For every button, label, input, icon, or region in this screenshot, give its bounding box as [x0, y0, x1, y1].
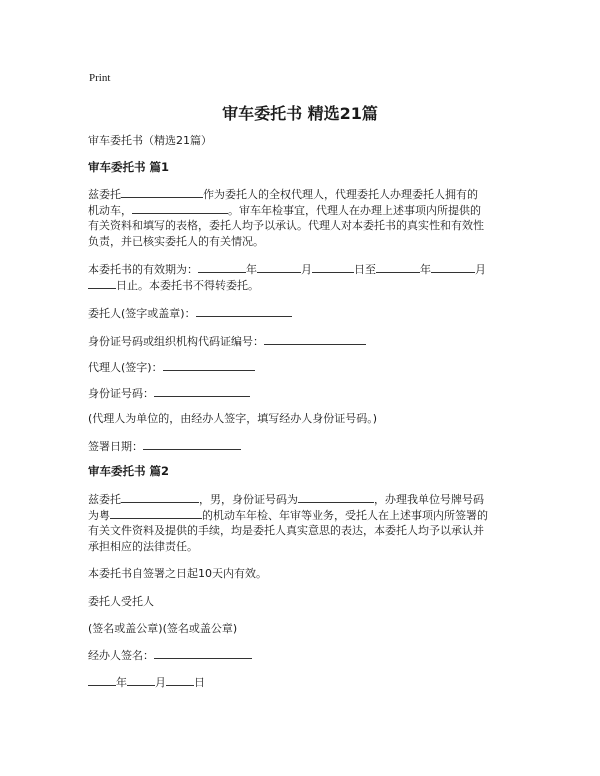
end-month-blank[interactable] [431, 261, 475, 273]
end-day-blank[interactable] [88, 277, 116, 289]
start-day-blank[interactable] [312, 261, 354, 273]
handler-sign-line: 经办人签名： [88, 647, 252, 663]
s2-para-line-3: 有关文件资料及提供的手续，均是委托人真实意思的表达，本委托人均予以承认并 [88, 524, 484, 537]
s1-para-line-3: 有关资料和填写的表格，委托人均予以承认。代理人对本委托书的真实性和有效性 [88, 219, 484, 232]
section-2-heading: 审车委托书 篇2 [88, 464, 170, 478]
agent-name-blank[interactable] [121, 186, 203, 198]
id-number-blank[interactable] [154, 385, 250, 397]
validity-line-2: 日止。本委托书不得转委托。 [88, 277, 259, 293]
s2-para-line-1: 兹委托 ，男，身份证号码为 ，办理我单位号牌号码 [88, 493, 484, 506]
plate-number-blank[interactable] [110, 507, 202, 519]
vehicle-blank[interactable] [132, 202, 228, 214]
s1-para-line-4: 负责，并已核实委托人的有关情况。 [88, 235, 264, 248]
validity-line-1: 本委托书的有效期为： 年 月 日至 年 月 [88, 263, 486, 276]
end-year-blank[interactable] [376, 261, 420, 273]
start-year-blank[interactable] [198, 261, 246, 273]
s2-para-line-2: 为粤 的机动车年检、年审等业务，受托人在上述事项内所签署的 [88, 509, 488, 522]
trustee-name-blank[interactable] [121, 491, 199, 503]
agent-sign-line: 代理人(签字)： [88, 359, 255, 375]
id-org-line: 身份证号码或组织机构代码证编号： [88, 333, 366, 349]
s2-validity: 本委托书自签署之日起10天内有效。 [88, 567, 267, 580]
s1-para-line-2: 机动车， 。审车年检事宜，代理人在办理上述事项内所提供的 [88, 204, 481, 217]
s2-para-line-4: 承担相应的法律责任。 [88, 540, 198, 553]
principal-sign-blank[interactable] [196, 305, 292, 317]
s1-para-line-1: 兹委托 作为委托人的全权代理人，代理委托人办理委托人拥有的 [88, 188, 478, 201]
s2-seals: (签名或盖公章)(签名或盖公章) [88, 622, 238, 635]
s2-parties: 委托人受托人 [88, 595, 154, 608]
s2-day-blank[interactable] [166, 674, 194, 686]
print-label[interactable]: Print [89, 72, 111, 84]
handler-sign-blank[interactable] [154, 647, 252, 659]
s2-month-blank[interactable] [127, 674, 155, 686]
trustee-id-blank[interactable] [298, 491, 374, 503]
section-1-heading: 审车委托书 篇1 [88, 160, 170, 174]
sign-date-line: 签署日期： [88, 438, 241, 454]
s2-year-blank[interactable] [88, 674, 116, 686]
principal-sign-line: 委托人(签字或盖章)： [88, 305, 292, 321]
id-number-line: 身份证号码： [88, 385, 250, 401]
page-title: 审车委托书 精选21篇 [222, 104, 378, 123]
start-month-blank[interactable] [257, 261, 301, 273]
s2-date-line: 年 月 日 [88, 674, 205, 690]
subtitle: 审车委托书（精选21篇） [88, 134, 212, 147]
agent-sign-blank[interactable] [163, 359, 255, 371]
sign-date-blank[interactable] [143, 438, 241, 450]
id-org-blank[interactable] [264, 333, 366, 345]
agent-note: (代理人为单位的，由经办人签字，填写经办人身份证号码。) [88, 412, 378, 425]
